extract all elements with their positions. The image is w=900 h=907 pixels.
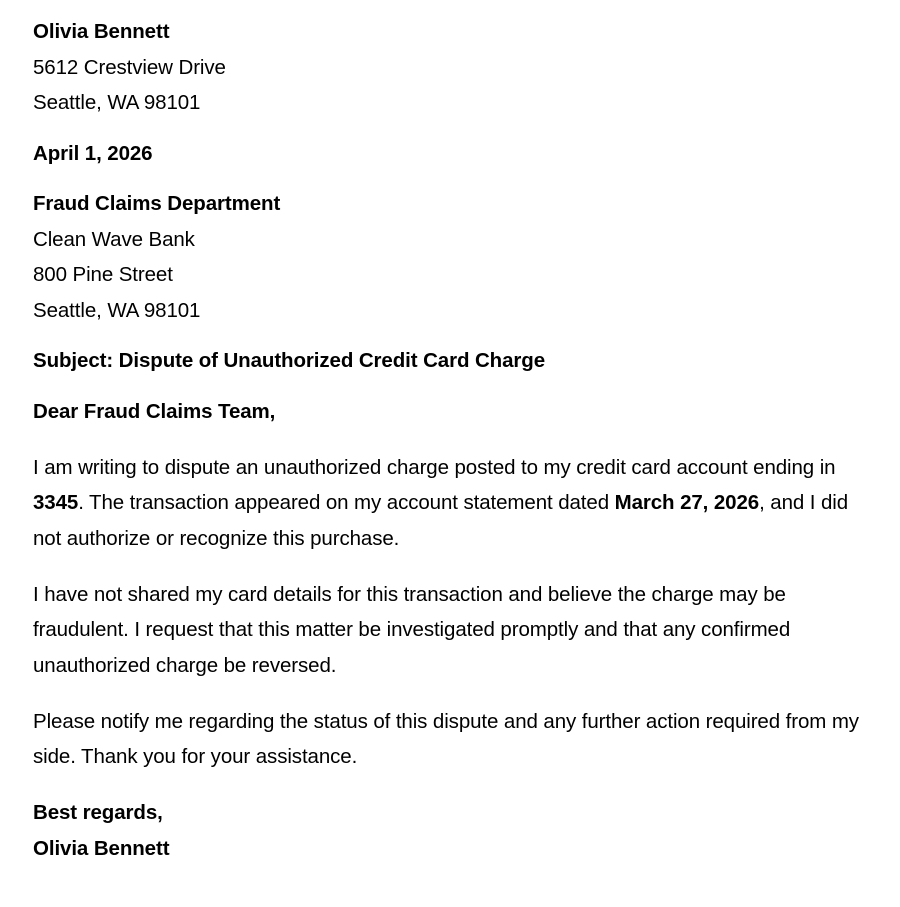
body-paragraph-3: [33, 704, 878, 775]
recipient-city-state-zip: Seattle, WA 98101: [33, 298, 201, 322]
paragraph-text: I have not shared my card details for this transaction and believe the charge may be fraudulent. I request that this matter be investigated promptly and that any confirmed unauthorized charge be reversed.: [33, 582, 791, 677]
paragraph-text: Please notify me regarding the status of this dispute and any further action required from my side. Thank you for your assistance.: [33, 709, 859, 768]
closing-block: [33, 795, 878, 866]
recipient-address-block: [33, 186, 878, 328]
account-last-four: 3345: [33, 491, 79, 514]
body-paragraph-1: [33, 450, 878, 557]
sender-address-block: [33, 14, 878, 121]
sender-name: Olivia Bennett: [33, 20, 170, 43]
recipient-organization: Clean Wave Bank: [33, 227, 195, 251]
valediction: Best regards,: [33, 801, 163, 824]
paragraph-text: [33, 450, 878, 557]
salutation: Dear Fraud Claims Team,: [33, 399, 276, 423]
signature-name: Olivia Bennett: [33, 836, 170, 860]
statement-date: March 27, 2026: [614, 491, 760, 514]
recipient-street: 800 Pine Street: [33, 263, 173, 286]
paragraph-1-segment-3: , and I did not authorize or recognize this purchase.: [33, 491, 849, 550]
subject-line: Subject: Dispute of Unauthorized Credit Card Charge: [33, 349, 545, 372]
paragraph-1-segment-1: I am writing to dispute an unauthorized charge posted to my credit card account ending in: [33, 455, 836, 479]
recipient-department: Fraud Claims Department: [33, 192, 281, 215]
body-paragraph-2: [33, 577, 878, 684]
salutation-block: [33, 394, 878, 430]
subject-block: [33, 343, 878, 379]
sender-street: 5612 Crestview Drive: [33, 55, 226, 79]
letter-date: April 1, 2026: [33, 141, 153, 165]
sender-city-state-zip: Seattle, WA 98101: [33, 91, 201, 114]
letter-date-block: [33, 136, 878, 172]
paragraph-1-segment-2: . The transaction appeared on my account statement dated: [78, 491, 615, 514]
